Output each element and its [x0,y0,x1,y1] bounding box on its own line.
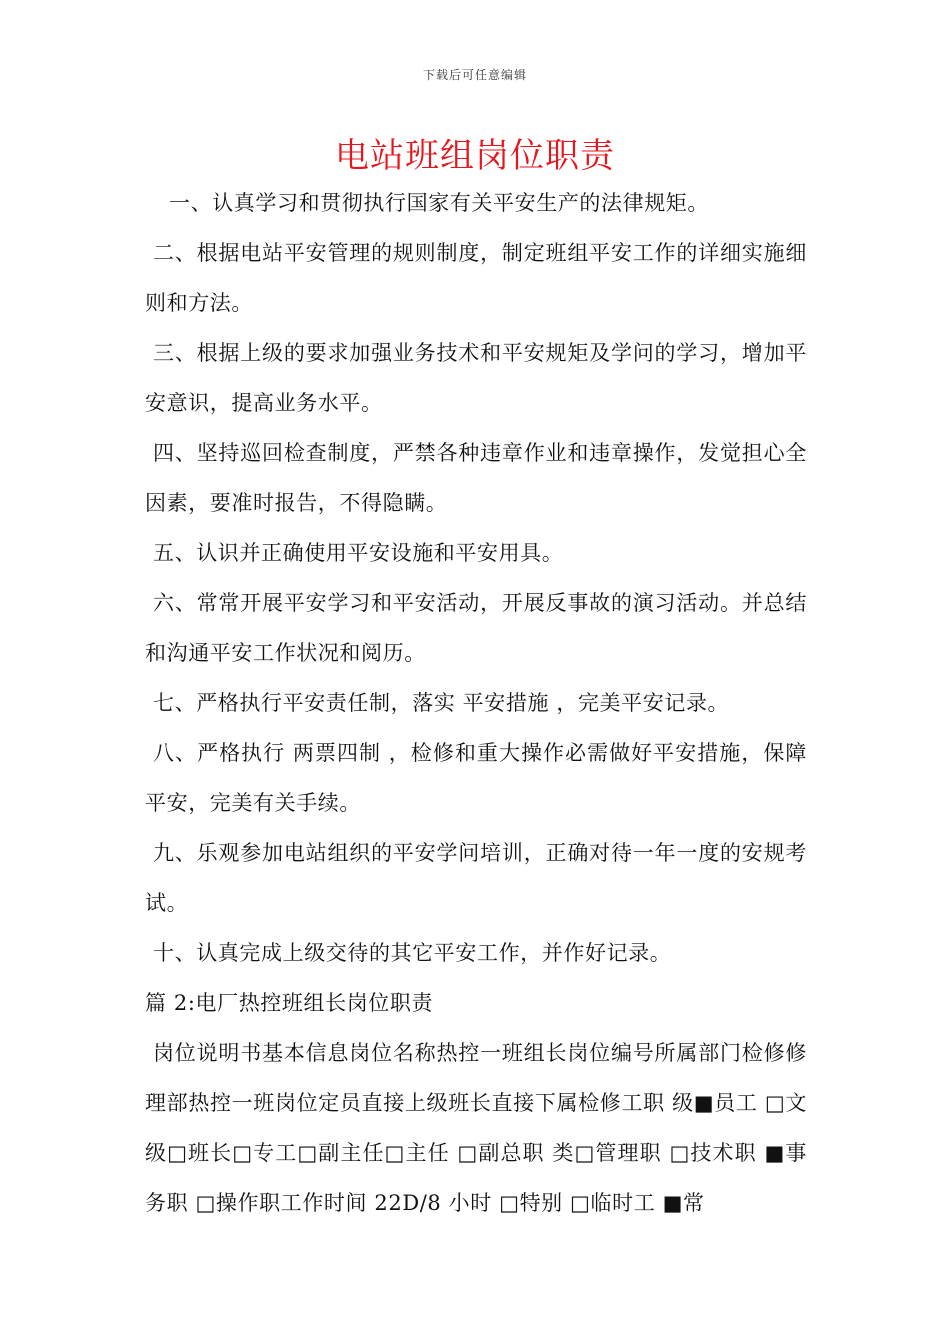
paragraph-2: 二、根据电站平安管理的规则制度，制定班组平安工作的详细实施细则和方法。 [145,241,807,315]
download-note: 下载后可任意编辑 [422,68,527,82]
paragraph-6: 六、常常开展平安学习和平安活动，开展反事故的演习活动。并总结和沟通平安工作状况和阅历。 [145,591,807,665]
paragraph-4: 四、坚持巡回检查制度，严禁各种违章作业和违章操作，发觉担心全因素，要准时报告，不得隐瞒。 [145,441,807,515]
paragraph-3: 三、根据上级的要求加强业务技术和平安规矩及学问的学习，增加平安意识，提高业务水平。 [145,341,807,415]
paragraph-5: 五、认识并正确使用平安设施和平安用具。 [153,541,564,565]
section2-heading: 篇 2:电厂热控班组长岗位职责 [145,991,434,1015]
paragraph-1: 一、认真学习和贯彻执行国家有关平安生产的法律规矩。 [169,191,709,215]
paragraph-9: 九、乐观参加电站组织的平安学问培训，正确对待一年一度的安规考试。 [145,841,807,915]
document-body [145,178,807,1228]
paragraph-8: 八、严格执行 两票四制 ，检修和重大操作必需做好平安措施，保障平安，完美有关手续。 [145,741,807,815]
paragraph-10: 十、认真完成上级交待的其它平安工作，并作好记录。 [153,941,672,965]
section2-body: 岗位说明书基本信息岗位名称热控一班组长岗位编号所属部门检修修理部热控一班岗位定员直接上级班长直接下属检修工职 级■员工 □文级□班长□专工□副主任□主任 □副总职 类□管理职 □技术职 ■事务职 □操作职工作时间 22D/8 小时 □特别 □临时工 ■常 [145,1041,807,1215]
paragraph-7: 七、严格执行平安责任制，落实 平安措施 ，完美平安记录。 [153,691,730,715]
document-title: 电站班组岗位职责 [335,136,615,176]
